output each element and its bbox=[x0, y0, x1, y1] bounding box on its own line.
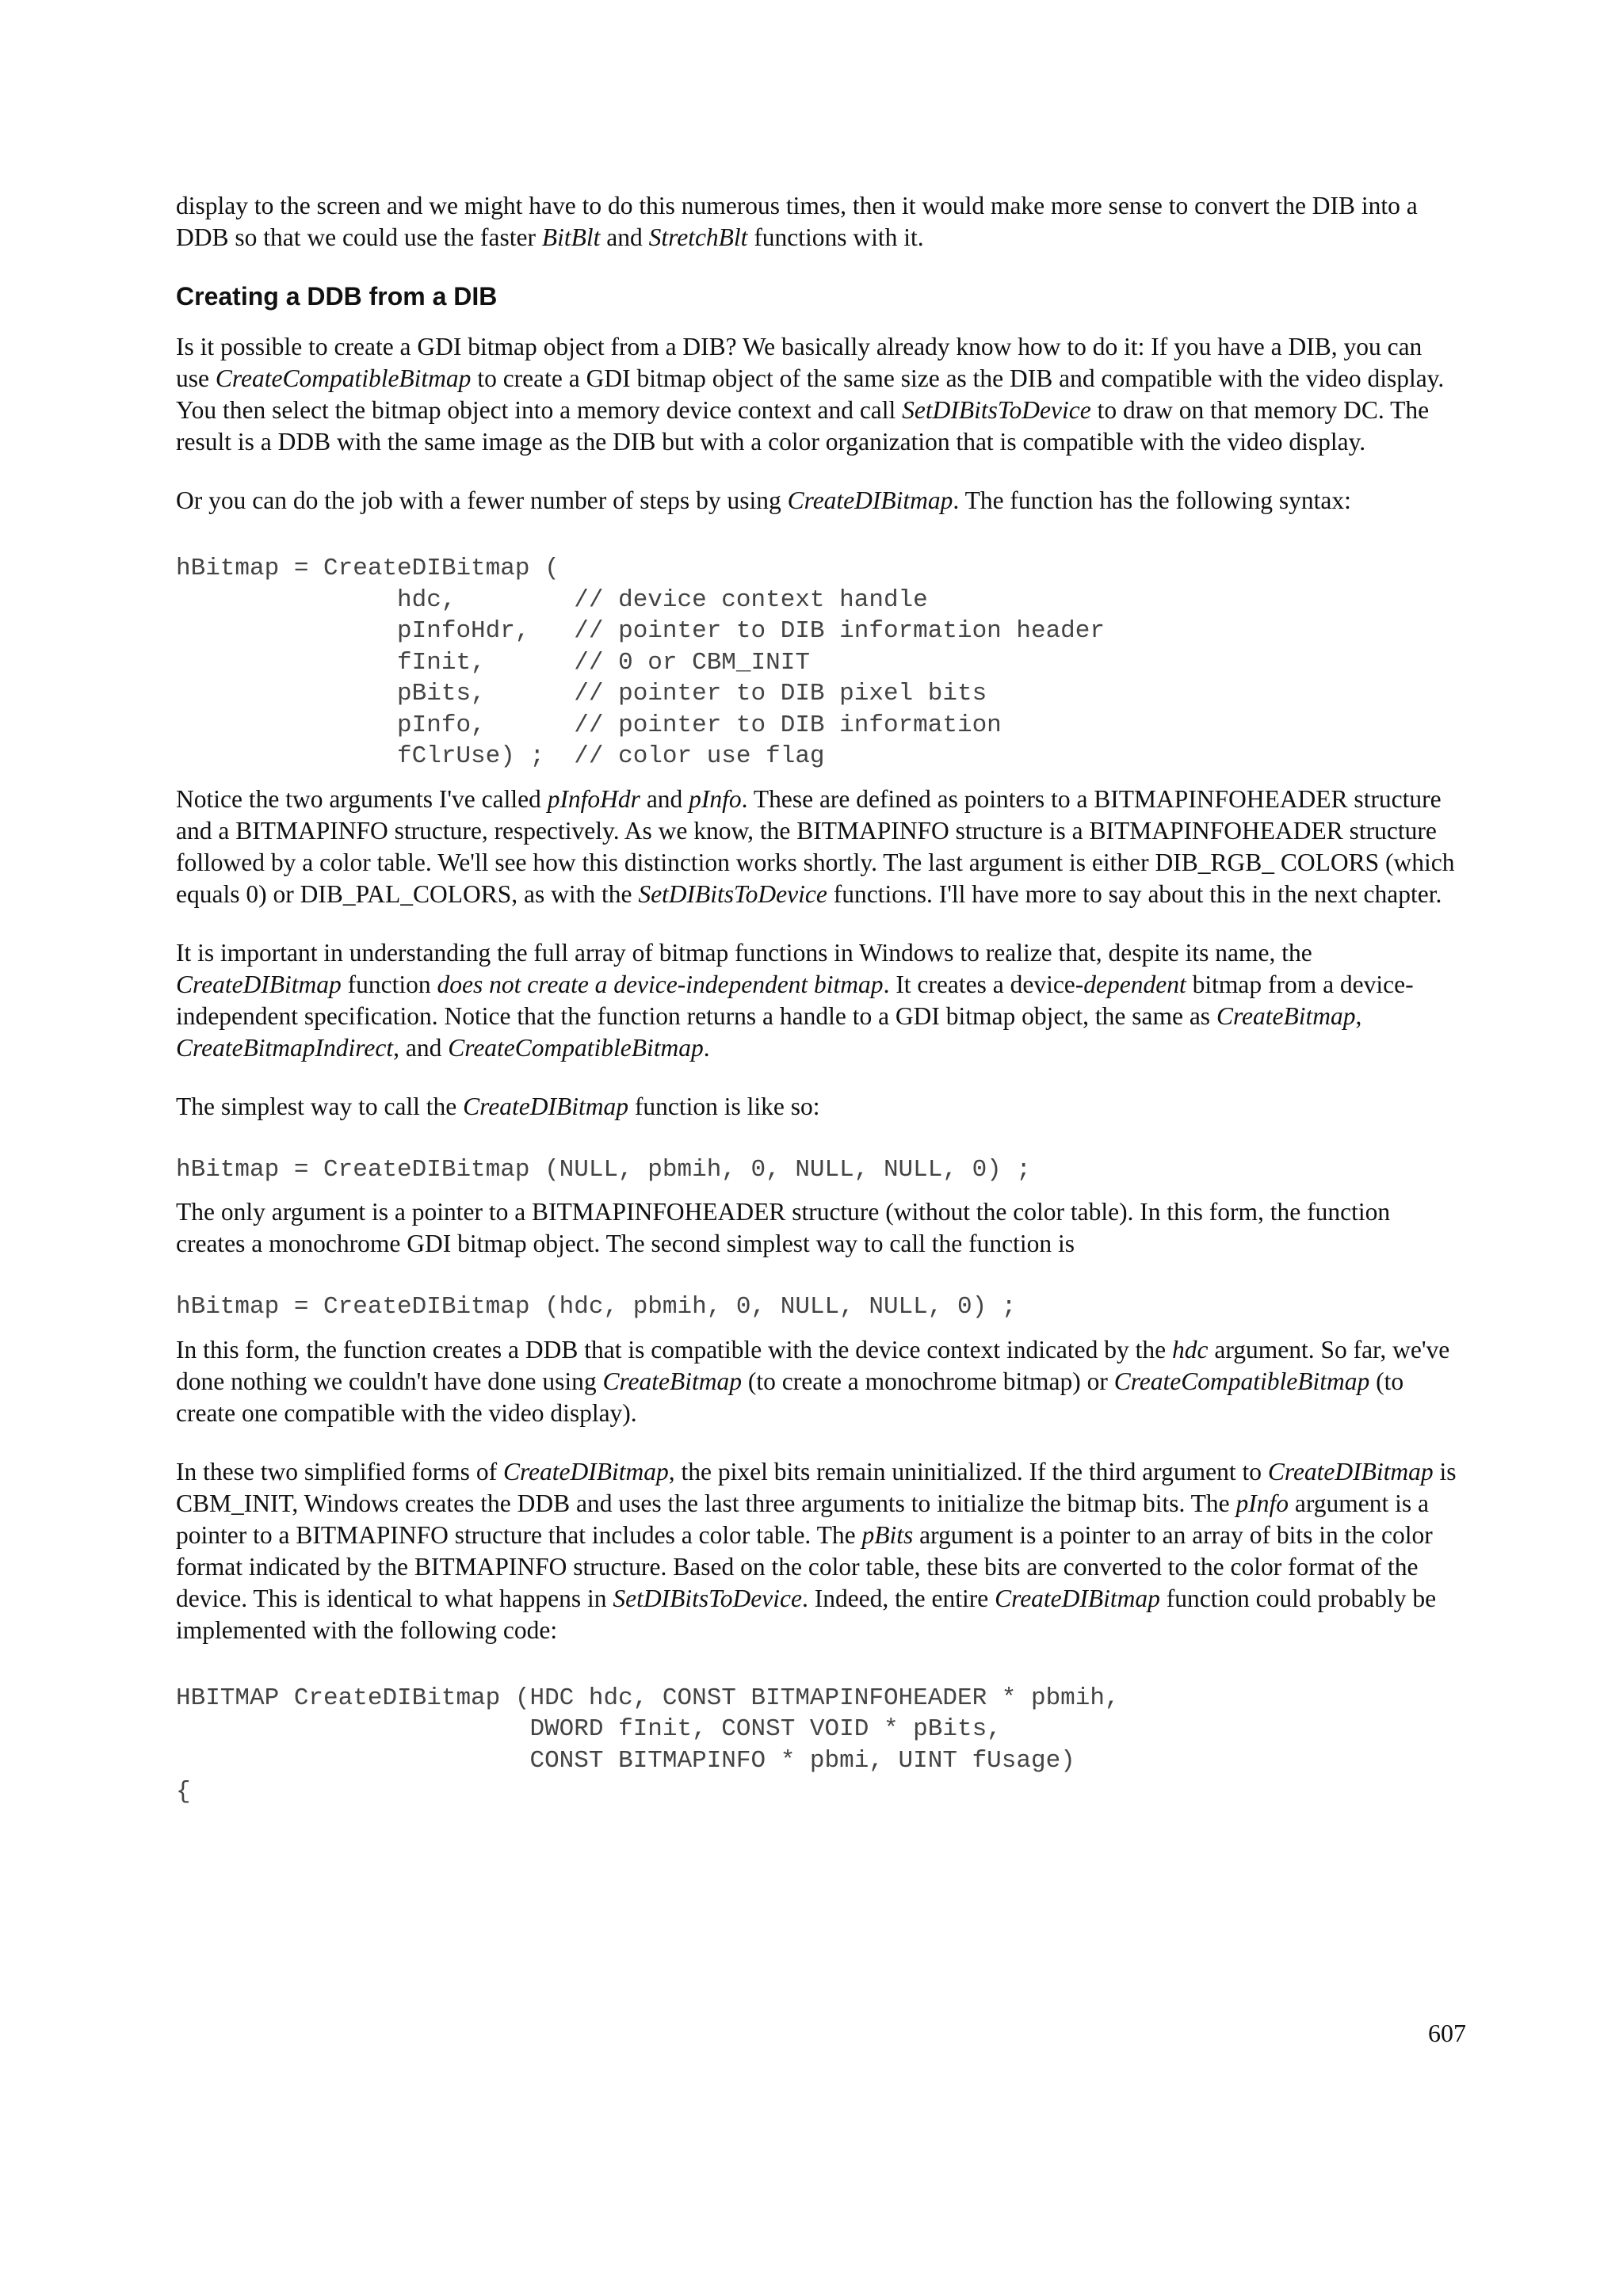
section-heading: Creating a DDB from a DIB bbox=[176, 282, 498, 311]
function-name: CreateDIBitmap bbox=[1267, 1457, 1434, 1486]
text-run: (to create one compatible with the video display). bbox=[176, 1367, 1404, 1427]
paragraph-8 bbox=[176, 1456, 1460, 1646]
text-run: . Indeed, the entire bbox=[801, 1584, 995, 1612]
code-block-hdc-call: hBitmap = CreateDIBitmap (hdc, pbmih, 0, NULL, NULL, 0) ; bbox=[176, 1293, 1017, 1321]
document-page bbox=[176, 190, 1460, 1819]
function-name: CreateDIBitmap bbox=[995, 1584, 1160, 1612]
text-run: bitmap from a device-independent specification. Notice that the function returns a handle to a GDI bitmap object, the same as bbox=[176, 970, 1414, 1030]
function-name: CreateDIBitmap bbox=[463, 1092, 628, 1120]
text-run: functions with it. bbox=[747, 223, 924, 251]
text-run: is CBM_INIT, Windows creates the DDB and uses the last three arguments to initialize the bitmap bits. The bbox=[176, 1457, 1457, 1517]
text-run: functions. I'll have more to say about this in the next chapter. bbox=[827, 879, 1442, 908]
parameter-name: pInfo bbox=[1235, 1489, 1289, 1517]
text-run: Notice the two arguments I've called bbox=[176, 784, 548, 813]
page-number: 607 bbox=[1428, 2019, 1466, 2047]
text-run: In these two simplified forms of bbox=[176, 1457, 503, 1486]
text-run: to draw on that memory DC. The result is a DDB with the same image as the DIB but with a color organization that is compatible with the video display. bbox=[176, 396, 1430, 456]
paragraph-2 bbox=[176, 485, 1460, 517]
text-run: It is important in understanding the full array of bitmap functions in Windows to realize that, despite its name, the bbox=[176, 938, 1312, 967]
function-name: CreateCompatibleBitmap bbox=[1113, 1367, 1370, 1395]
function-name: SetDIBitsToDevice bbox=[613, 1584, 802, 1612]
paragraph-3 bbox=[176, 784, 1460, 910]
paragraph-5 bbox=[176, 1091, 1460, 1123]
emphasis: dependent bbox=[1083, 970, 1186, 998]
paragraph-4 bbox=[176, 937, 1460, 1064]
text-run: The simplest way to call the bbox=[176, 1092, 464, 1120]
intro-paragraph bbox=[176, 190, 1460, 254]
parameter-name: hdc bbox=[1172, 1335, 1209, 1363]
text-run: display to the screen and we might have to do this numerous times, then it would make more sense to convert the DIB into a DDB so that we could use the faster bbox=[176, 192, 1418, 251]
text-run: . bbox=[703, 1033, 710, 1062]
function-name: CreateCompatibleBitmap bbox=[215, 364, 472, 392]
text-run: to create a GDI bitmap object of the same size as the DIB and compatible with the video display. You then select the bitmap object into a memory device context and call bbox=[176, 364, 1445, 424]
text-run: , and bbox=[393, 1033, 449, 1062]
parameter-name: pBits bbox=[861, 1520, 914, 1549]
text-run: Is it possible to create a GDI bitmap object from a DIB? We basically already know how to do it: If you have a DIB, you can use bbox=[176, 333, 1423, 392]
code-block-syntax: hBitmap = CreateDIBitmap ( hdc, // device context handle pInfoHdr, // pointer to DIB information header fInit, // 0 or CBM_INIT pBits, // pointer to DIB pixel bits pInfo, // pointer to DIB information fClrUse) ; // color use flag bbox=[176, 555, 1105, 770]
function-name: CreateBitmap bbox=[1216, 1001, 1356, 1030]
paragraph-7 bbox=[176, 1334, 1460, 1429]
text-run: . These are defined as pointers to a BITMAPINFOHEADER structure and a BITMAPINFO structure, respectively. As we know, the BITMAPINFO structure is a BITMAPINFOHEADER structure followed by a color table. We'll see how this distinction works shortly. The last argument is either DIB_RGB_ COLORS (which equals 0) or DIB_PAL_COLORS, as with the bbox=[176, 784, 1455, 908]
text-run: function bbox=[341, 970, 437, 998]
text-run: function could probably be implemented with the following code: bbox=[176, 1584, 1437, 1644]
text-run: . The function has the following syntax: bbox=[953, 486, 1351, 514]
function-name: CreateDIBitmap bbox=[502, 1457, 669, 1486]
text-run: Or you can do the job with a fewer number of steps by using bbox=[176, 486, 788, 514]
emphasis: does not create a device-independent bitmap bbox=[437, 970, 884, 998]
text-run: and bbox=[600, 223, 649, 251]
text-run: , bbox=[1355, 1001, 1362, 1030]
text-run: argument is a pointer to a BITMAPINFO structure that includes a color table. The bbox=[176, 1489, 1430, 1549]
function-name: BitBlt bbox=[541, 223, 601, 251]
text-run: , the pixel bits remain uninitialized. If the third argument to bbox=[668, 1457, 1268, 1486]
paragraph-6: The only argument is a pointer to a BITMAPINFOHEADER structure (without the color table). In this form, the function creates a monochrome GDI bitmap object. The second simplest way to call the function is bbox=[176, 1198, 1391, 1257]
function-name: CreateBitmap bbox=[602, 1367, 743, 1395]
parameter-name: pInfo bbox=[689, 784, 742, 813]
text-run: and bbox=[640, 784, 689, 813]
parameter-name: pInfoHdr bbox=[547, 784, 640, 813]
function-name: CreateDIBitmap bbox=[176, 970, 342, 998]
function-name: StretchBlt bbox=[648, 223, 748, 251]
text-run: function is like so: bbox=[628, 1092, 820, 1120]
function-name: SetDIBitsToDevice bbox=[638, 879, 827, 908]
paragraph-1 bbox=[176, 331, 1460, 458]
text-run: (to create a monochrome bitmap) or bbox=[742, 1367, 1114, 1395]
function-name: SetDIBitsToDevice bbox=[902, 396, 1091, 424]
function-name: CreateCompatibleBitmap bbox=[448, 1033, 704, 1062]
text-run: In this form, the function creates a DDB that is compatible with the device context indicated by the bbox=[176, 1335, 1173, 1363]
function-name: CreateDIBitmap bbox=[787, 486, 953, 514]
text-run: . It creates a device- bbox=[883, 970, 1084, 998]
text-run: argument. So far, we've done nothing we couldn't have done using bbox=[176, 1335, 1450, 1395]
code-block-simple-call: hBitmap = CreateDIBitmap (NULL, pbmih, 0, NULL, NULL, 0) ; bbox=[176, 1155, 1031, 1184]
function-name: CreateBitmapIndirect bbox=[176, 1033, 394, 1062]
text-run: argument is a pointer to an array of bits in the color format indicated by the BITMAPINFO structure. Based on the color table, these bits are converted to the color format of the device. This is identical to what happens in bbox=[176, 1520, 1433, 1612]
code-block-implementation: HBITMAP CreateDIBitmap (HDC hdc, CONST BITMAPINFOHEADER * pbmih, DWORD fInit, CONST VOID * pBits, CONST BITMAPINFO * pbmi, UINT fUsage) { bbox=[176, 1684, 1120, 1806]
